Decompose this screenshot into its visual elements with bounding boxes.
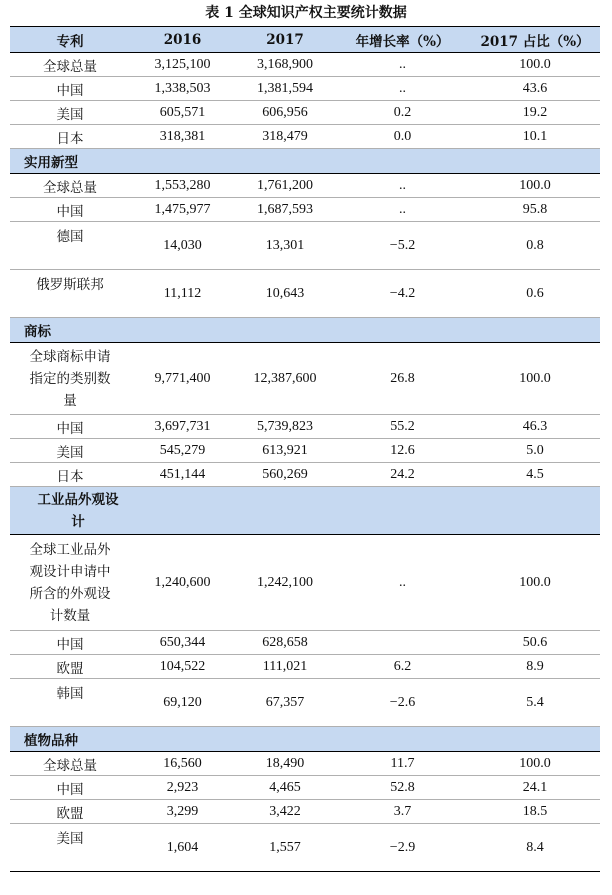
row-label: 全球总量 (10, 53, 130, 77)
table-row (10, 222, 600, 270)
value-2017: 613,921 (235, 439, 335, 463)
table-row (10, 535, 600, 631)
value-share: 8.9 (470, 655, 600, 679)
value-2017: 628,658 (235, 631, 335, 655)
value-growth: 6.2 (335, 655, 470, 679)
value-growth: 26.8 (335, 343, 470, 415)
value-2016: 9,771,400 (130, 343, 235, 415)
section-title-line: 计 (71, 513, 85, 530)
table-row (10, 752, 600, 776)
value-2016: 318,381 (130, 125, 235, 149)
table-row (10, 824, 600, 872)
row-label: 日本 (10, 463, 130, 487)
value-growth (335, 631, 470, 655)
value-share: 19.2 (470, 101, 600, 125)
value-share: 100.0 (470, 53, 600, 77)
row-label: 中国 (10, 776, 130, 800)
value-2017: 67,357 (235, 679, 335, 727)
table-row (10, 631, 600, 655)
table-row (10, 270, 600, 318)
value-growth: 0.0 (335, 125, 470, 149)
table-row (10, 655, 600, 679)
header-2016: 2016 (130, 27, 235, 53)
value-2016: 545,279 (130, 439, 235, 463)
row-label: 美国 (10, 439, 130, 463)
table-row (10, 439, 600, 463)
row-label-line: 全球商标申请 (29, 348, 111, 365)
value-growth: −2.6 (335, 679, 470, 727)
table-row (10, 77, 600, 101)
row-label-line: 全球工业品外 (29, 541, 111, 558)
value-2017: 5,739,823 (235, 415, 335, 439)
section-header-design (10, 487, 600, 535)
value-growth: −2.9 (335, 824, 470, 872)
value-2017: 3,422 (235, 800, 335, 824)
value-2016: 14,030 (130, 222, 235, 270)
row-label-line: 指定的类别数 (29, 370, 111, 387)
row-label: 中国 (10, 631, 130, 655)
value-growth: .. (335, 174, 470, 198)
value-growth: 3.7 (335, 800, 470, 824)
value-growth: 24.2 (335, 463, 470, 487)
value-2016: 2,923 (130, 776, 235, 800)
row-label: 俄罗斯联邦 (10, 270, 130, 318)
table-row (10, 800, 600, 824)
section-header-plant (10, 727, 600, 752)
value-2016: 1,475,977 (130, 198, 235, 222)
value-2017: 606,956 (235, 101, 335, 125)
value-share: 43.6 (470, 77, 600, 101)
value-growth: .. (335, 77, 470, 101)
value-2016: 3,125,100 (130, 53, 235, 77)
row-label: 中国 (10, 77, 130, 101)
table-row (10, 174, 600, 198)
value-2017: 4,465 (235, 776, 335, 800)
row-label: 全球总量 (10, 752, 130, 776)
value-share: 5.0 (470, 439, 600, 463)
header-row (10, 27, 600, 53)
header-2017: 2017 (235, 27, 335, 53)
value-2016: 650,344 (130, 631, 235, 655)
row-label (10, 535, 130, 631)
value-share: 100.0 (470, 343, 600, 415)
value-2017: 1,761,200 (235, 174, 335, 198)
value-growth: −4.2 (335, 270, 470, 318)
value-2017: 10,643 (235, 270, 335, 318)
value-growth: −5.2 (335, 222, 470, 270)
table-row (10, 679, 600, 727)
value-2017: 3,168,900 (235, 53, 335, 77)
ip-statistics-table (10, 26, 600, 872)
value-share: 5.4 (470, 679, 600, 727)
value-2016: 104,522 (130, 655, 235, 679)
value-2017: 13,301 (235, 222, 335, 270)
table-row (10, 101, 600, 125)
value-2016: 1,338,503 (130, 77, 235, 101)
value-2017: 111,021 (235, 655, 335, 679)
value-2017: 12,387,600 (235, 343, 335, 415)
row-label: 美国 (10, 824, 130, 872)
table-row (10, 343, 600, 415)
value-2016: 11,112 (130, 270, 235, 318)
value-2017: 1,557 (235, 824, 335, 872)
table-row (10, 53, 600, 77)
header-growth: 年增长率（%） (335, 27, 470, 53)
value-growth: 11.7 (335, 752, 470, 776)
value-2016: 605,571 (130, 101, 235, 125)
section-title: 实用新型 (10, 149, 600, 174)
value-share: 8.4 (470, 824, 600, 872)
value-share: 100.0 (470, 535, 600, 631)
row-label: 欧盟 (10, 800, 130, 824)
row-label: 欧盟 (10, 655, 130, 679)
value-2016: 69,120 (130, 679, 235, 727)
value-growth: .. (335, 198, 470, 222)
header-share: 2017 占比（%） (470, 27, 600, 53)
header-patent: 专利 (10, 27, 130, 53)
section-title-line: 工业品外观设 (37, 491, 119, 508)
value-share: 24.1 (470, 776, 600, 800)
value-share: 0.6 (470, 270, 600, 318)
value-2016: 451,144 (130, 463, 235, 487)
table-row (10, 198, 600, 222)
value-2017: 18,490 (235, 752, 335, 776)
value-2017: 1,242,100 (235, 535, 335, 631)
row-label (10, 343, 130, 415)
section-title: 植物品种 (10, 727, 600, 752)
row-label-line: 计数量 (49, 607, 91, 624)
table-row (10, 415, 600, 439)
row-label: 全球总量 (10, 174, 130, 198)
table-row (10, 463, 600, 487)
value-growth: 0.2 (335, 101, 470, 125)
section-header-trademark (10, 318, 600, 343)
row-label: 德国 (10, 222, 130, 270)
section-title: 商标 (10, 318, 600, 343)
section-title (10, 487, 600, 535)
value-growth: 55.2 (335, 415, 470, 439)
table-row (10, 776, 600, 800)
table-row (10, 125, 600, 149)
row-label: 韩国 (10, 679, 130, 727)
row-label: 中国 (10, 198, 130, 222)
value-2016: 16,560 (130, 752, 235, 776)
value-share: 100.0 (470, 752, 600, 776)
value-share: 10.1 (470, 125, 600, 149)
value-growth: .. (335, 535, 470, 631)
row-label-line: 观设计申请中 (29, 563, 111, 580)
value-growth: 52.8 (335, 776, 470, 800)
value-share: 95.8 (470, 198, 600, 222)
value-2016: 1,240,600 (130, 535, 235, 631)
row-label-line: 量 (63, 392, 77, 409)
value-2016: 1,604 (130, 824, 235, 872)
value-share: 18.5 (470, 800, 600, 824)
value-share: 0.8 (470, 222, 600, 270)
value-growth: 12.6 (335, 439, 470, 463)
row-label: 中国 (10, 415, 130, 439)
value-2017: 1,687,593 (235, 198, 335, 222)
value-2017: 1,381,594 (235, 77, 335, 101)
value-2017: 560,269 (235, 463, 335, 487)
row-label-line: 所含的外观设 (29, 585, 111, 602)
value-growth: .. (335, 53, 470, 77)
value-share: 4.5 (470, 463, 600, 487)
row-label: 美国 (10, 101, 130, 125)
value-2016: 3,697,731 (130, 415, 235, 439)
value-share: 46.3 (470, 415, 600, 439)
row-label: 日本 (10, 125, 130, 149)
value-2016: 1,553,280 (130, 174, 235, 198)
value-share: 50.6 (470, 631, 600, 655)
table-title: 表 1 全球知识产权主要统计数据 (205, 5, 407, 21)
section-header-utility (10, 149, 600, 174)
value-share: 100.0 (470, 174, 600, 198)
value-2016: 3,299 (130, 800, 235, 824)
value-2017: 318,479 (235, 125, 335, 149)
